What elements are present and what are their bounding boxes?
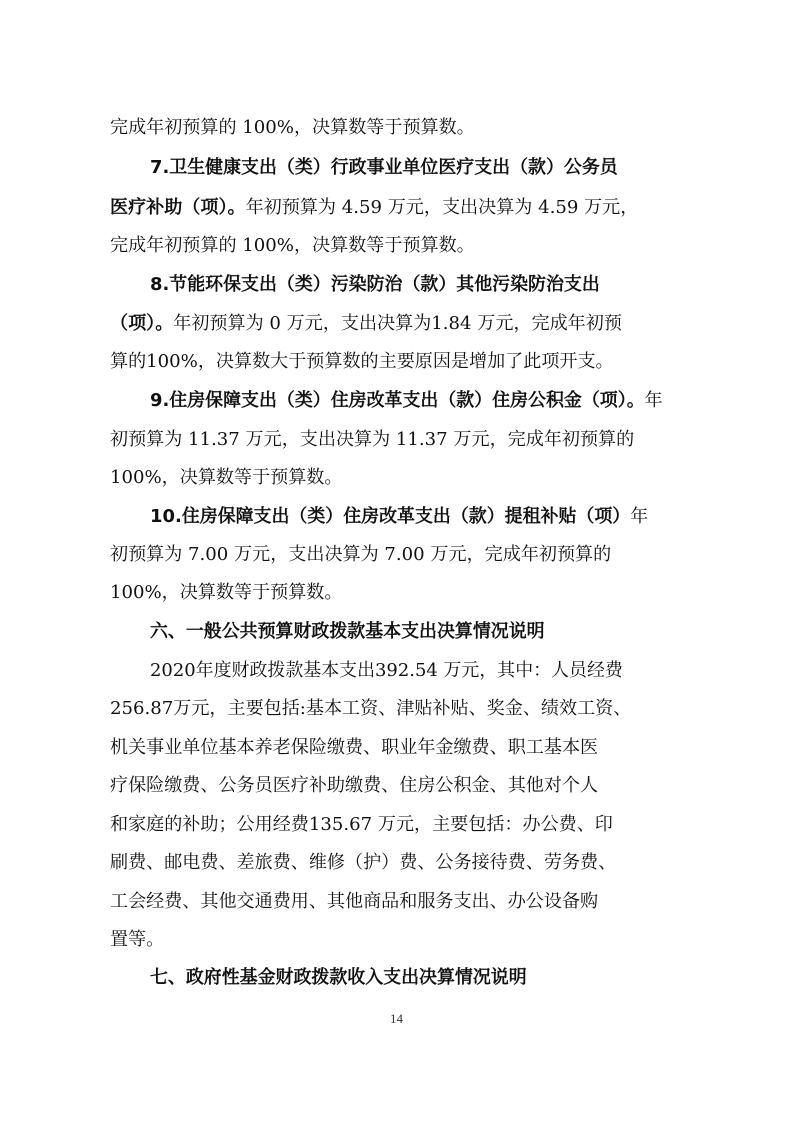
text-line [110,231,793,261]
text-span: 置等。 [110,929,165,950]
section-7-title-line [150,153,793,183]
text-line [110,540,793,570]
text-span: 100%，决算数等于预算数。 [110,467,343,488]
text-line [110,925,793,955]
page-number: 14 [390,1011,403,1026]
text-line [110,733,793,763]
bold-text: 10.住房保障支出（类）住房改革支出（款）提租补贴（项） [150,506,631,527]
text-line [150,656,793,686]
bold-text: 7.卫生健康支出（类）行政事业单位医疗支出（款）公务员 [150,157,618,178]
text-line [110,848,793,878]
text-line [110,694,793,724]
text-span: 初预算为 11.37 万元，支出决算为 11.37 万元，完成年初预算的 [110,429,635,450]
text-span: 完成年初预算的 100%，决算数等于预算数。 [110,117,475,138]
text-span: 机关事业单位基本养老保险缴费、职业年金缴费、职工基本医 [110,737,599,758]
text-span: 完成年初预算的 100%，决算数等于预算数。 [110,235,475,256]
text-span: 初预算为 7.00 万元，支出决算为 7.00 万元，完成年初预算的 [110,544,612,565]
section-8-title-line [150,270,793,300]
text-line [110,463,793,493]
section-heading-6 [150,617,793,647]
text-span: 和家庭的补助；公用经费135.67 万元，主要包括：办公费、印 [110,814,613,835]
text-span: 刷费、邮电费、差旅费、维修（护）费、公务接待费、劳务费、 [110,852,617,873]
text-span: 年 [644,390,663,411]
text-line [110,193,793,223]
text-span: 年初预算为 0 万元，支出决算为1.84 万元，完成年初预 [173,313,622,334]
text-span: 年 [630,506,649,527]
text-line [110,771,793,801]
bold-text: 9.住房保障支出（类）住房改革支出（款）住房公积金（项）。 [150,390,645,411]
bold-text: 医疗补助（项）。 [110,197,246,218]
bold-text: 8.节能环保支出（类）污染防治（款）其他污染防治支出 [150,274,600,295]
text-line [110,578,793,608]
text-line [110,309,793,339]
text-line [110,347,793,377]
text-span: 256.87万元，主要包括:基本工资、津贴补贴、奖金、绩效工资、 [110,698,632,719]
text-span: 工会经费、其他交通费用、其他商品和服务支出、办公设备购 [110,891,599,912]
heading-text: 七、政府性基金财政拨款收入支出决算情况说明 [150,967,527,988]
text-span: 100%，决算数等于预算数。 [110,582,343,603]
text-line [110,113,793,143]
section-10-title-line [150,502,793,532]
heading-text: 六、一般公共预算财政拨款基本支出决算情况说明 [150,621,545,642]
text-span: 疗保险缴费、公务员医疗补助缴费、住房公积金、其他对个人 [110,775,599,796]
text-span: 算的100%，决算数大于预算数的主要原因是增加了此项开支。 [110,351,614,372]
text-line [110,810,793,840]
section-heading-7 [150,963,793,993]
text-line [110,425,793,455]
section-9-title-line [150,386,793,416]
text-span: 2020年度财政拨款基本支出392.54 万元，其中：人员经费 [150,660,623,681]
text-line [110,887,793,917]
text-span: 年初预算为 4.59 万元，支出决算为 4.59 万元， [245,197,639,218]
bold-text: （项）。 [110,313,174,334]
